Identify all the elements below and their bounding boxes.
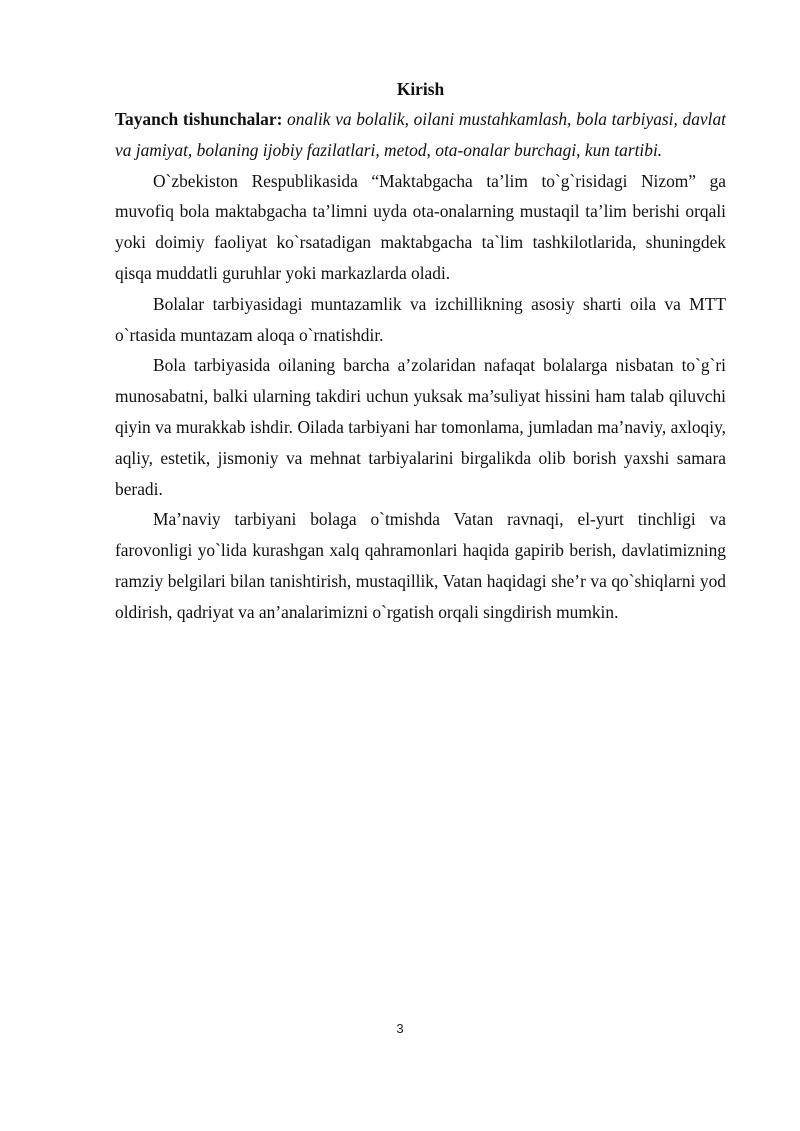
keywords-text: onalik va bolalik, oilani mustahkamlash, bola tarbiyasi, davlat va jamiyat, bolaning ijobiy fazilatlari, metod, ota-onalar burchagi, kun tartibi. — [115, 109, 726, 160]
body-paragraph-1: O`zbekiston Respublikasida “Maktabgacha ta’lim to`g`risidagi Nizom” ga muvofiq bola maktabgacha ta’limni uyda ota-onalarning mustaqil ta’lim berishi orqali yoki doimiy faoliyat ko`rsatadigan maktabgacha ta`lim tashkilotlarida, shuningdek qisqa muddatli guruhlar yoki markazlarda oladi. — [115, 170, 726, 283]
body-paragraph-2: Bolalar tarbiyasidagi muntazamlik va izchillikning asosiy sharti oila va MTT o`rtasida muntazam aloqa o`rnatishdir. — [115, 293, 726, 345]
body-paragraph-4: Ma’naviy tarbiyani bolaga o`tmishda Vatan ravnaqi, el-yurt tinchligi va farovonligi yo`lida kurashgan xalq qahramonlari haqida gapirib berish, davlatimizning ramziy belgilari bilan tanishtirish, mustaqillik, Vatan haqidagi she’r va qo`shiqlarni yod oldirish, qadriyat va an’analarimizni o`rgatish orqali singdirish mumkin. — [115, 509, 726, 622]
body-paragraph-3: Bola tarbiyasida oilaning barcha a’zolaridan nafaqat bolalarga nisbatan to`g`ri munosabatni, balki ularning takdiri uchun yuksak ma’suliyat hissini ham talab qiluvchi qiyin va murakkab ishdir. Oilada tarbiyani har tomonlama, jumladan ma’naviy, axloqiy, aqliy, estetik, jismoniy va mehnat tarbiyalarini birgalikda olib borish yaxshi samara beradi. — [115, 355, 726, 499]
page-number: 3 — [396, 1021, 404, 1036]
keywords-label: Tayanch tishunchalar: — [115, 109, 283, 129]
section-title: Kirish — [396, 79, 445, 99]
page-content — [115, 76, 726, 628]
keywords-paragraph — [115, 104, 726, 166]
